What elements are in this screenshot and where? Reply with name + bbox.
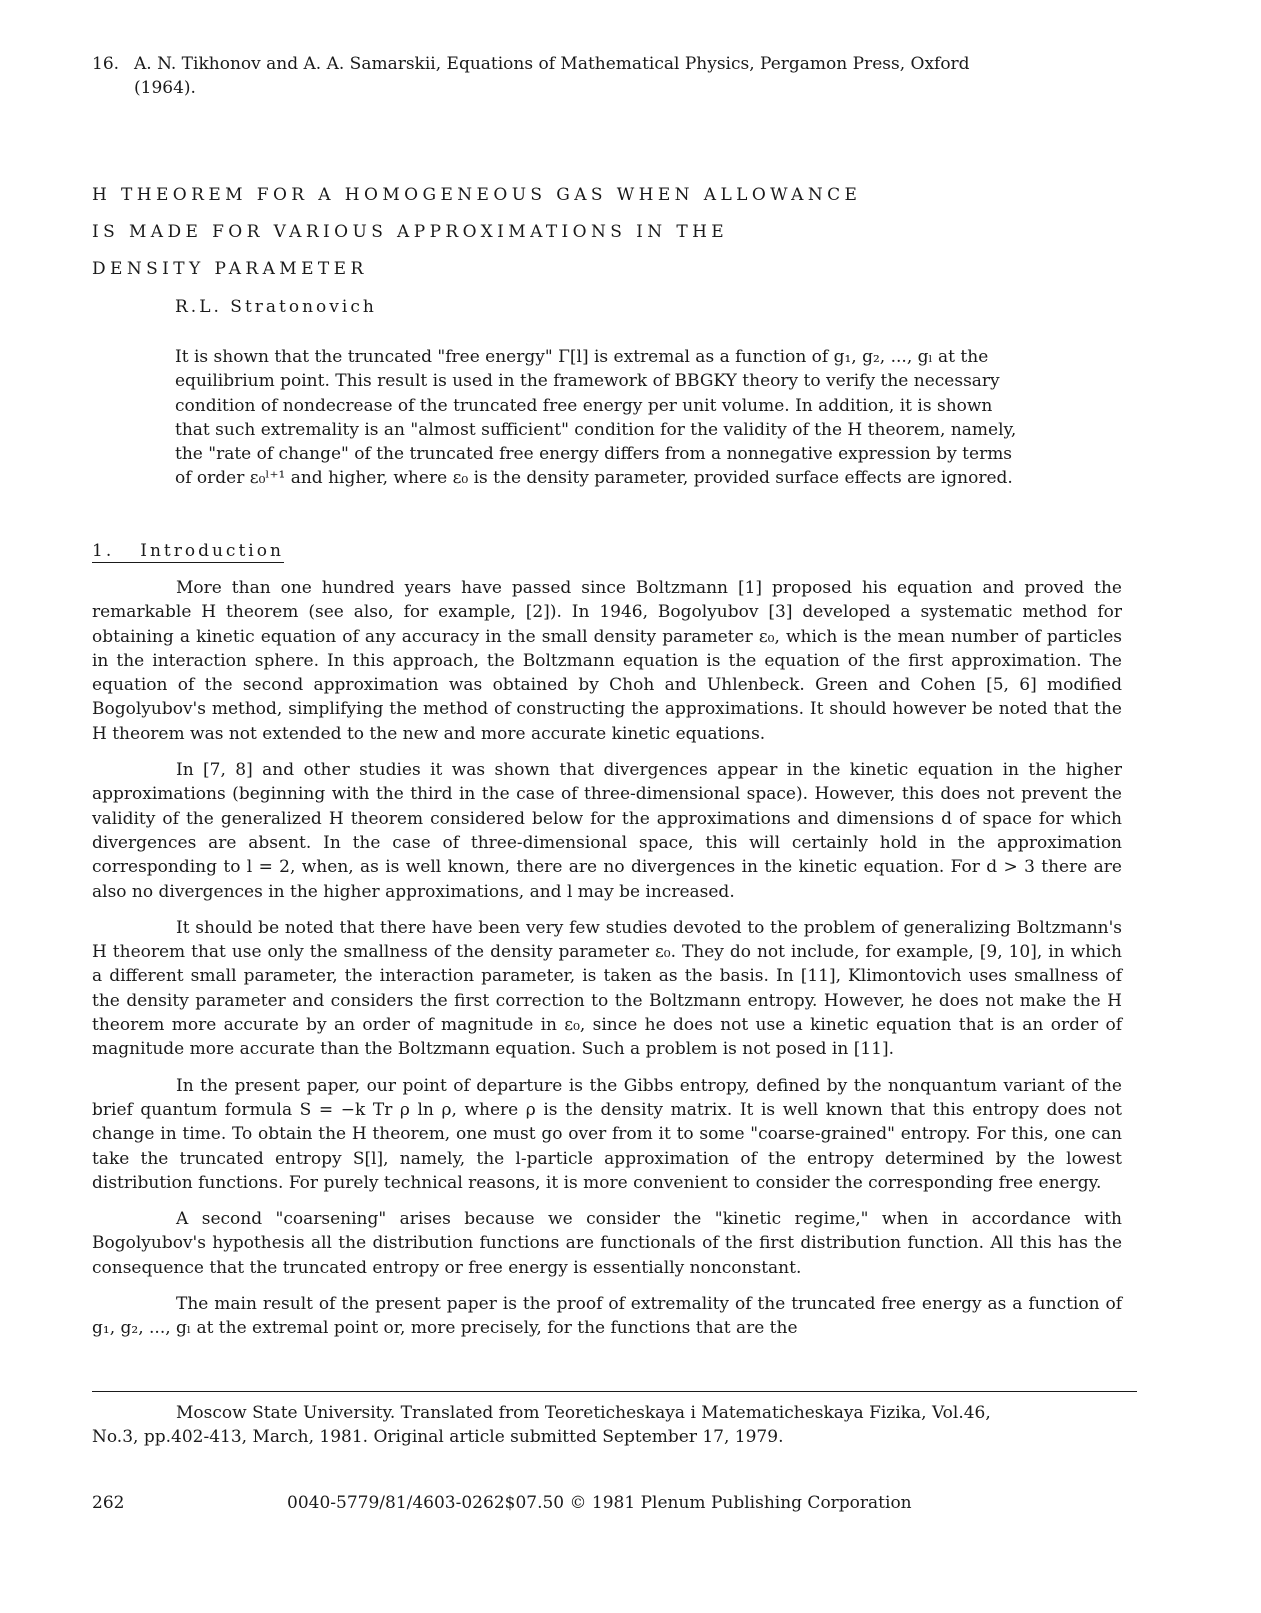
- reference-number: 16.: [92, 54, 120, 74]
- paragraph: The main result of the present paper is the proof of extremality of the truncated free energy as a function of g₁, g₂, ..., gₗ at the extremal point or, more precisely, for the functions that are the: [92, 1294, 1122, 1339]
- abstract: It is shown that the truncated "free energy" Γ[l] is extremal as a function of g₁, g₂, ..., gₗ at the equilibrium point. This result is used in the framework of BBGKY theory to verify the necessary condition of nondecrease of the truncated free energy per unit volume. In addition, it is shown that such extremality is an "almost sufficient" condition for the validity of the H theorem, namely, the "rate of change" of the truncated free energy differs from a nonnegative expression by terms of order ε₀ˡ⁺¹ and higher, where ε₀ is the density parameter, provided surface effects are ignored.: [175, 347, 1017, 489]
- section-number: 1.: [92, 541, 115, 561]
- body-text: [92, 576, 1122, 1353]
- reference-line-2: (1964).: [134, 78, 196, 98]
- paragraph: A second "coarsening" arises because we consider the "kinetic regime," when in accordance with Bogolyubov's hypothesis all the distribution functions are functionals of the first distribution function. All this has the consequence that the truncated entropy or free energy is essentially nonconstant.: [92, 1209, 1122, 1278]
- section-heading: [92, 541, 284, 563]
- reference-line-1: A. N. Tikhonov and A. A. Samarskii, Equations of Mathematical Physics, Pergamon Press, Oxford: [134, 54, 970, 74]
- title-line-1: H THEOREM FOR A HOMOGENEOUS GAS WHEN ALLOWANCE: [92, 185, 862, 205]
- title-line-2: IS MADE FOR VARIOUS APPROXIMATIONS IN THE: [92, 222, 729, 242]
- publisher-code-line: 0040-5779/81/4603-0262$07.50 © 1981 Plenum Publishing Corporation: [287, 1493, 912, 1513]
- title-line-3: DENSITY PARAMETER: [92, 259, 368, 279]
- page-number: 262: [92, 1493, 125, 1513]
- article-title: [92, 177, 992, 288]
- paragraph: In [7, 8] and other studies it was shown that divergences appear in the kinetic equation in the higher approximations (beginning with the third in the case of three-dimensional space). However, this does not prevent the validity of the generalized H theorem considered below for the approximations and dimensions d of space for which divergences are absent. In the case of three-dimensional space, this will certainly hold in the approximation corresponding to l = 2, when, as is well known, there are no divergences in the kinetic equation. For d > 3 there are also no divergences in the higher approximations, and l may be increased.: [92, 760, 1122, 902]
- author-name: R.L. Stratonovich: [175, 297, 377, 317]
- reference-entry: [92, 52, 1102, 100]
- footnote-line-1: Moscow State University. Translated from Teoreticheskaya i Matematicheskaya Fizika, Vol.46,: [176, 1403, 991, 1423]
- footnote-divider: [92, 1391, 1137, 1392]
- section-title: Introduction: [140, 541, 284, 561]
- paragraph: In the present paper, our point of departure is the Gibbs entropy, defined by the nonquantum variant of the brief quantum formula S = −k Tr ρ ln ρ, where ρ is the density matrix. It is well known that this entropy does not change in time. To obtain the H theorem, one must go over from it to some "coarse-grained" entropy. For this, one can take the truncated entropy S[l], namely, the l-particle approximation of the entropy determined by the lowest distribution functions. For purely technical reasons, it is more convenient to consider the corresponding free energy.: [92, 1075, 1122, 1193]
- paragraph: It should be noted that there have been very few studies devoted to the problem of generalizing Boltzmann's H theorem that use only the smallness of the density parameter ε₀. They do not include, for example, [9, 10], in which a different small parameter, the interaction parameter, is taken as the basis. In [11], Klimontovich uses smallness of the density parameter and considers the first correction to the Boltzmann entropy. However, he does not make the H theorem more accurate by an order of magnitude in ε₀, since he does not use a kinetic equation that is an order of magnitude more accurate than the Boltzmann equation. Such a problem is not posed in [11].: [92, 917, 1122, 1060]
- footnote: [92, 1401, 1122, 1449]
- footnote-line-2: No.3, pp.402-413, March, 1981. Original article submitted September 17, 1979.: [92, 1427, 784, 1447]
- paragraph: More than one hundred years have passed since Boltzmann [1] proposed his equation and proved the remarkable H theorem (see also, for example, [2]). In 1946, Bogolyubov [3] developed a systematic method for obtaining a kinetic equation of any accuracy in the small density parameter ε₀, which is the mean number of particles in the interaction sphere. In this approach, the Boltzmann equation is the equation of the first approximation. The equation of the second approximation was obtained by Choh and Uhlenbeck. Green and Cohen [5, 6] modified Bogolyubov's method, simplifying the method of constructing the approximations. It should however be noted that the H theorem was not extended to the new and more accurate kinetic equations.: [92, 578, 1122, 744]
